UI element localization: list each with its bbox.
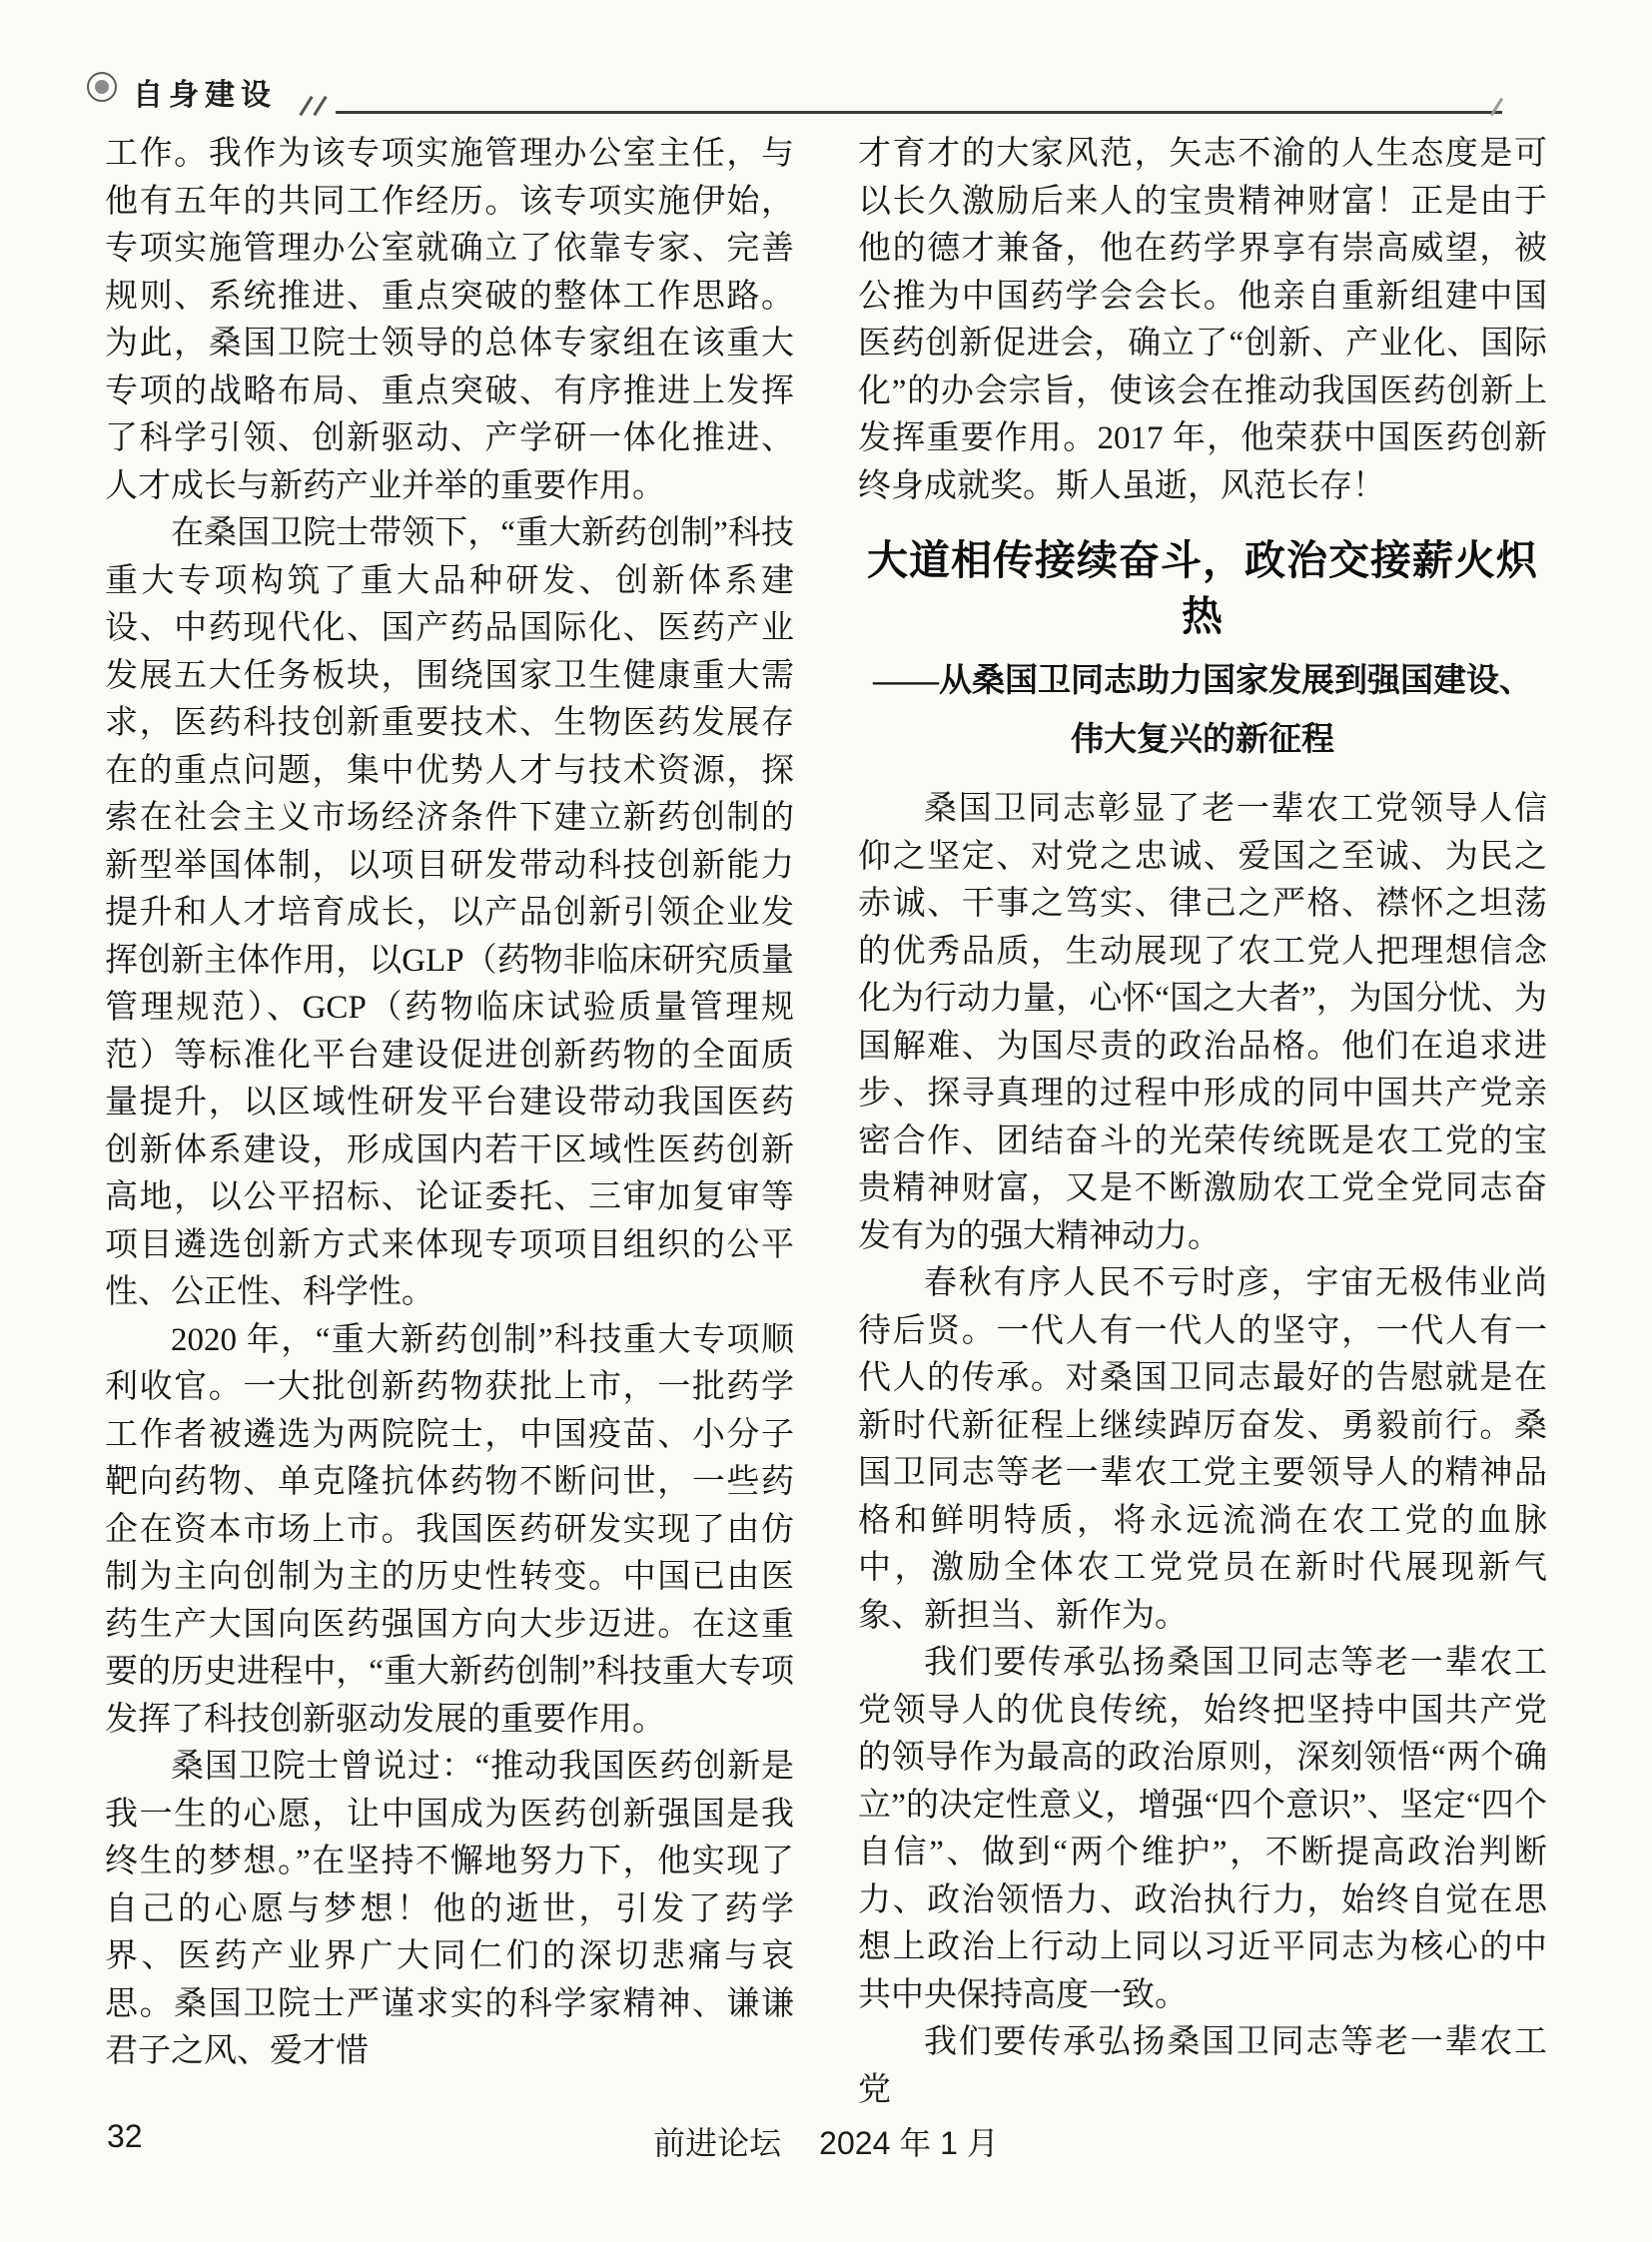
header-slash-icon <box>299 96 313 116</box>
right-column <box>858 131 1547 2114</box>
right-paragraph-3: 春秋有序人民不亏时彦，宇宙无极伟业尚待后贤。一代人有一代人的坚守，一代人有一代人的传承。对桑国卫同志最好的告慰就是在新时代新征程上继续踔厉奋发、勇毅前行。桑国卫同志等老一辈农工党主要领导人的精神品格和鲜明特质，将永远流淌在农工党的血脉中，激励全体农工党党员在新时代展现新气象、新担当、新作为。 <box>858 1265 1547 1634</box>
section-heading: 大道相传接续奋斗，政治交接薪火炽热 <box>867 537 1538 639</box>
left-column <box>105 131 794 2114</box>
ring-dot-icon-center <box>95 80 109 94</box>
header-rule <box>336 111 1502 114</box>
section-subheading <box>858 652 1547 770</box>
section-subheading-line-1: ——从桑国卫同志助力国家发展到强国建设、 <box>873 663 1532 699</box>
ring-dot-icon <box>87 72 117 102</box>
left-paragraph-4: 桑国卫院士曾说过：“推动我国医药创新是我一生的心愿，让中国成为医药创新强国是我终生的梦想。”在坚持不懈地努力下，他实现了自己的心愿与梦想！他的逝世，引发了药学界、医药产业界广大同仁们的深切悲痛与哀思。桑国卫院士严谨求实的科学家精神、谦谦君子之风、爱才惜 <box>105 1749 794 2069</box>
right-paragraph-1: 才育才的大家风范，矢志不渝的人生态度是可以长久激励后来人的宝贵精神财富！正是由于他的德才兼备，他在药学界享有崇高威望，被公推为中国药学会会长。他亲自重新组建中国医药创新促进会，确立了“创新、产业化、国际化”的办会宗旨，使该会在推动我国医药创新上发挥重要作用。2017 年，他荣获中国医药创新终身成就奖。斯人虽逝，风范长存！ <box>858 136 1547 504</box>
header-slash-icon <box>313 96 327 116</box>
issue-date: 2024 年 1 月 <box>819 2125 999 2161</box>
page-footer <box>105 2118 1547 2168</box>
left-paragraph-3: 2020 年，“重大新药创制”科技重大专项顺利收官。一大批创新药物获批上市，一批药学工作者被遴选为两院院士，中国疫苗、小分子靶向药物、单克隆抗体药物不断问世，一些药企在资本市场上市。我国医药研发实现了由仿制为主向创制为主的历史性转变。中国已由医药生产大国向医药强国方向大步迈进。在这重要的历史进程中，“重大新药创制”科技重大专项发挥了科技创新驱动发展的重要作用。 <box>105 1321 794 1738</box>
section-subheading-line-2: 伟大复兴的新征程 <box>1071 722 1334 758</box>
left-paragraph-2: 在桑国卫院士带领下，“重大新药创制”科技重大专项构筑了重大品种研发、创新体系建设、中药现代化、国产药品国际化、医药产业发展五大任务板块，围绕国家卫生健康重大需求，医药科技创新重要技术、生物医药发展存在的重点问题，集中优势人才与技术资源，探索在社会主义市场经济条件下建立新药创制的新型举国体制，以项目研发带动科技创新能力提升和人才培育成长，以产品创新引领企业发挥创新主体作用，以GLP（药物非临床研究质量管理规范）、GCP（药物临床试验质量管理规范）等标准化平台建设促进创新药物的全面质量提升，以区域性研发平台建设带动我国医药创新体系建设，形成国内若干区域性医药创新高地，以公平招标、论证委托、三审加复审等项目遴选创新方式来体现专项项目组织的公平性、公正性、科学性。 <box>105 515 794 1310</box>
footer-journal-line <box>653 2118 999 2164</box>
journal-name: 前进论坛 <box>653 2125 782 2161</box>
article-body <box>105 131 1547 2114</box>
right-paragraph-4: 我们要传承弘扬桑国卫同志等老一辈农工党领导人的优良传统，始终把坚持中国共产党的领导作为最高的政治原则，深刻领悟“两个确立”的决定性意义，增强“四个意识”、坚定“四个自信”、做到“两个维护”，不断提高政治判断力、政治领悟力、政治执行力，始终自觉在思想上政治上行动上同以习近平同志为核心的中共中央保持高度一致。 <box>858 1645 1547 2013</box>
left-paragraph-1: 工作。我作为该专项实施管理办公室主任，与他有五年的共同工作经历。该专项实施伊始，专项实施管理办公室就确立了依靠专家、完善规则、系统推进、重点突破的整体工作思路。为此，桑国卫院士领导的总体专家组在该重大专项的战略布局、重点突破、有序推进上发挥了科学引领、创新驱动、产学研一体化推进、人才成长与新药产业并举的重要作用。 <box>105 136 794 504</box>
right-paragraph-5: 我们要传承弘扬桑国卫同志等老一辈农工党 <box>858 2024 1547 2108</box>
right-paragraph-2: 桑国卫同志彰显了老一辈农工党领导人信仰之坚定、对党之忠诚、爱国之至诚、为民之赤诚、干事之笃实、律己之严格、襟怀之坦荡的优秀品质，生动展现了农工党人把理想信念化为行动力量，心怀“国之大者”，为国分忧、为国解难、为国尽责的政治品格。他们在追求进步、探寻真理的过程中形成的同中国共产党亲密合作、团结奋斗的光荣传统既是农工党的宝贵精神财富，又是不断激励农工党全党同志奋发有为的强大精神动力。 <box>858 791 1547 1254</box>
page-number: 32 <box>107 2118 143 2154</box>
section-label: 自身建设 <box>133 79 277 112</box>
